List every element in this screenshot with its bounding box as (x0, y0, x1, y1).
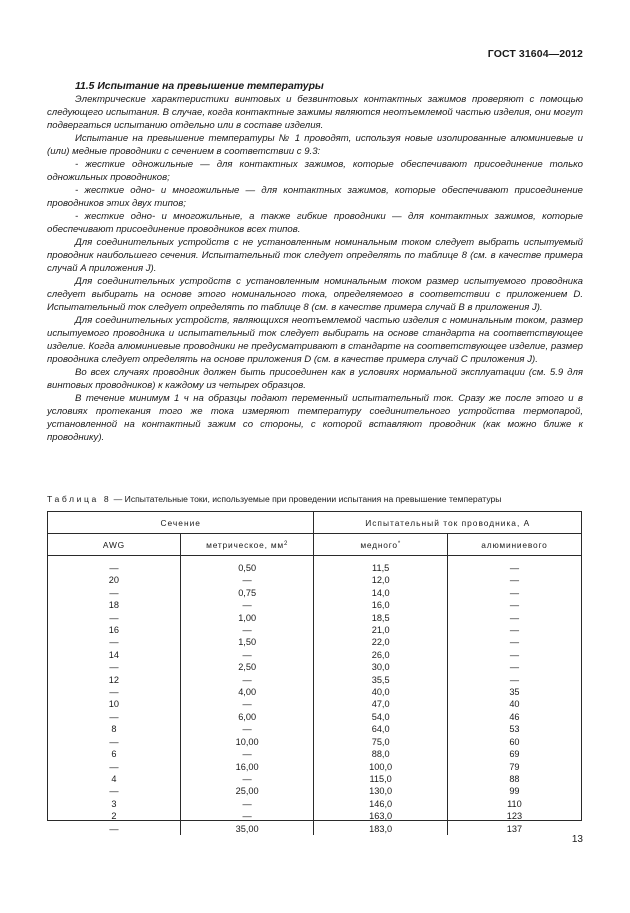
table-row (48, 773, 581, 785)
cell-awg: 2 (48, 810, 180, 822)
cell-copper: 183,0 (314, 823, 447, 835)
cell-aluminium: 46 (509, 711, 520, 722)
cell-metric: — (180, 599, 314, 611)
table-row (48, 649, 581, 661)
cell-awg: 10 (48, 698, 180, 710)
table-row (48, 674, 581, 686)
cell-metric: 10,00 (180, 736, 314, 748)
cell-awg: 20 (48, 574, 180, 586)
cell-awg: — (48, 761, 180, 773)
cell-copper: 146,0 (314, 798, 447, 810)
table-body (48, 556, 581, 835)
cell-metric: 4,00 (180, 686, 314, 698)
table-row (48, 698, 581, 710)
cell-copper: 88,0 (314, 748, 447, 760)
table-row (48, 810, 581, 822)
table-row (48, 636, 581, 648)
cell-aluminium: 123 (506, 811, 523, 822)
cell-aluminium: — (509, 600, 520, 611)
cell-awg: 4 (48, 773, 180, 785)
table-row (48, 711, 581, 723)
cell-copper: 40,0 (314, 686, 447, 698)
cell-awg: 3 (48, 798, 180, 810)
cell-aluminium: 53 (509, 724, 520, 735)
cell-metric: 2,50 (180, 661, 314, 673)
cell-copper: 35,5 (314, 674, 447, 686)
cell-aluminium: — (509, 587, 520, 598)
cell-awg: — (48, 661, 180, 673)
cell-awg: — (48, 736, 180, 748)
table-row (48, 556, 581, 575)
list-item: - жесткие одно- и многожильные, а также гибкие проводники — для контактных зажимов, которые обеспечивают присоединение проводников всех типов. (47, 211, 583, 235)
table-row (48, 748, 581, 760)
cell-metric: 35,00 (180, 823, 314, 835)
cell-metric: — (180, 748, 314, 760)
cell-copper: 16,0 (314, 599, 447, 611)
column-header-copper (314, 534, 447, 556)
list-item: - жесткие одно- и многожильные — для контактных зажимов, которые обеспечивают присоединение проводников этих двух типов; (47, 185, 583, 209)
cell-awg: — (48, 686, 180, 698)
paragraph: Электрические характеристики винтовых и безвинтовых контактных зажимов проверяют с помощью следующего испытания. В случае, когда контактные зажимы являются неотъемлемой частью изделия, они могут подвергаться испытанию отдельно или в составе изделия. (47, 94, 583, 131)
cell-aluminium: — (509, 649, 520, 660)
column-header-copper-label: медного (360, 539, 398, 550)
section-title: 11.5 Испытание на превышение температуры (75, 81, 324, 92)
paragraph: Для соединительных устройств, являющихся неотъемлемой частью изделия с номинальным током, размер испытуемого проводника и испытательный ток следует выбирать на основе стандарта на соответствующее изделие. Когда алюминиевые проводники не предусматривают в стандарте на соответствующее изделие, размер проводника следует определять на основе приложения D (см. в качестве примера случай C приложения J). (47, 315, 583, 365)
column-header-aluminium: алюминиевого (447, 534, 581, 556)
test-current-table (47, 511, 582, 834)
cell-metric: 0,50 (180, 556, 314, 575)
cell-aluminium: 35 (509, 687, 520, 698)
cell-metric: 25,00 (180, 785, 314, 797)
cell-copper: 12,0 (314, 574, 447, 586)
cell-copper: 22,0 (314, 636, 447, 648)
paragraph: Испытание на превышение температуры № 1 проводят, используя новые изолированные алюминиевые и (или) медные проводники с сечением в соответствии с 9.3: (47, 133, 583, 157)
cell-metric: — (180, 723, 314, 735)
cell-aluminium: — (509, 612, 520, 623)
cell-copper: 163,0 (314, 810, 447, 822)
cell-awg: — (48, 556, 180, 575)
paragraph: Для соединительных устройств с не установленным номинальным током следует выбрать испытуемый проводник наибольшего сечения. Испытательный ток следует определять по таблице 8 (см. в качестве примера случай A приложения J). (47, 237, 583, 274)
cell-awg: 12 (48, 674, 180, 686)
column-header-awg: AWG (48, 534, 180, 556)
cell-copper: 21,0 (314, 624, 447, 636)
paragraph: Во всех случаях проводник должен быть присоединен как в условиях нормальной эксплуатации (см. 5.9 для винтовых проводников) к каждому из четырех образцов. (47, 367, 583, 391)
cell-metric: 16,00 (180, 761, 314, 773)
cell-awg: — (48, 587, 180, 599)
table-row (48, 798, 581, 810)
cell-aluminium: 88 (509, 773, 520, 784)
cell-metric: — (180, 649, 314, 661)
paragraph: В течение минимум 1 ч на образцы подают переменный испытательный ток. Сразу же после этого и в условиях протекания того же тока измеряют температуру соединительного устройства термопарой, установленной на контактный зажим со стороны, с которой вставляют проводник (как можно ближе к проводнику). (47, 393, 583, 443)
cell-awg: — (48, 711, 180, 723)
table-row (48, 736, 581, 748)
section-11-5 (47, 80, 583, 444)
column-header-metric (180, 534, 314, 556)
column-header-metric-sup: 2 (283, 540, 289, 547)
cell-aluminium: 40 (509, 699, 520, 710)
table-row (48, 823, 581, 835)
table-row (48, 587, 581, 599)
table-row (48, 574, 581, 586)
cell-copper: 14,0 (314, 587, 447, 599)
cell-aluminium: 79 (509, 761, 520, 772)
cell-metric: — (180, 773, 314, 785)
group-header-section: Сечение (48, 512, 314, 534)
table-row (48, 686, 581, 698)
cell-aluminium: — (509, 575, 520, 586)
table-row (48, 624, 581, 636)
cell-aluminium: — (509, 625, 520, 636)
cell-metric: — (180, 624, 314, 636)
cell-awg: — (48, 612, 180, 624)
cell-aluminium: 110 (507, 798, 522, 809)
cell-metric: 6,00 (180, 711, 314, 723)
cell-metric: 1,50 (180, 636, 314, 648)
cell-metric: — (180, 810, 314, 822)
cell-metric: 0,75 (180, 587, 314, 599)
cell-metric: — (180, 698, 314, 710)
cell-copper: 130,0 (314, 785, 447, 797)
column-header-metric-label: метрическое, мм (206, 539, 284, 550)
cell-aluminium: 60 (509, 736, 520, 747)
cell-aluminium: 99 (509, 786, 520, 797)
cell-awg: — (48, 785, 180, 797)
cell-copper: 115,0 (314, 773, 447, 785)
cell-copper: 18,5 (314, 612, 447, 624)
cell-metric: 1,00 (180, 612, 314, 624)
cell-copper: 64,0 (314, 723, 447, 735)
cell-metric: — (180, 674, 314, 686)
cell-aluminium: — (509, 563, 520, 573)
table-row (48, 723, 581, 735)
group-header-current: Испытательный ток проводника, А (314, 512, 581, 534)
cell-copper: 47,0 (314, 698, 447, 710)
cell-awg: 18 (48, 599, 180, 611)
paragraph: Для соединительных устройств с установленным номинальным током размер испытуемого проводника следует выбирать на основе этого номинального тока, определяемого в соответствии с приложением D. Испытательный ток следует определять по таблице 8 (см. в качестве примера случай B в приложения J). (47, 276, 583, 313)
cell-awg: — (48, 636, 180, 648)
list-item: - жесткие одножильные — для контактных зажимов, которые обеспечивают присоединение только одножильных проводников; (47, 159, 583, 183)
cell-aluminium: — (509, 674, 520, 685)
cell-metric: — (180, 574, 314, 586)
cell-copper: 100,0 (314, 761, 447, 773)
table-row (48, 612, 581, 624)
column-header-copper-sup: * (397, 540, 401, 547)
cell-copper: 30,0 (314, 661, 447, 673)
cell-awg: 16 (48, 624, 180, 636)
cell-aluminium: — (509, 662, 520, 673)
cell-copper: 26,0 (314, 649, 447, 661)
cell-metric: — (180, 798, 314, 810)
table-caption (47, 494, 587, 504)
cell-copper: 75,0 (314, 736, 447, 748)
cell-aluminium: — (509, 637, 520, 648)
document-id: ГОСТ 31604—2012 (487, 48, 583, 60)
table-caption-text: — Испытательные токи, используемые при проведении испытания на превышение температуры (113, 494, 502, 504)
table-row (48, 785, 581, 797)
cell-copper: 54,0 (314, 711, 447, 723)
cell-aluminium: 137 (506, 823, 523, 834)
cell-awg: 6 (48, 748, 180, 760)
table-row (48, 661, 581, 673)
page-number: 13 (571, 834, 583, 845)
table-row (48, 761, 581, 773)
cell-awg: 14 (48, 649, 180, 661)
cell-copper: 11,5 (314, 556, 447, 575)
cell-awg: — (48, 823, 180, 835)
cell-awg: 8 (48, 723, 180, 735)
table-caption-label: Таблица 8 (47, 494, 112, 504)
cell-aluminium: 69 (509, 749, 520, 760)
table-row (48, 599, 581, 611)
